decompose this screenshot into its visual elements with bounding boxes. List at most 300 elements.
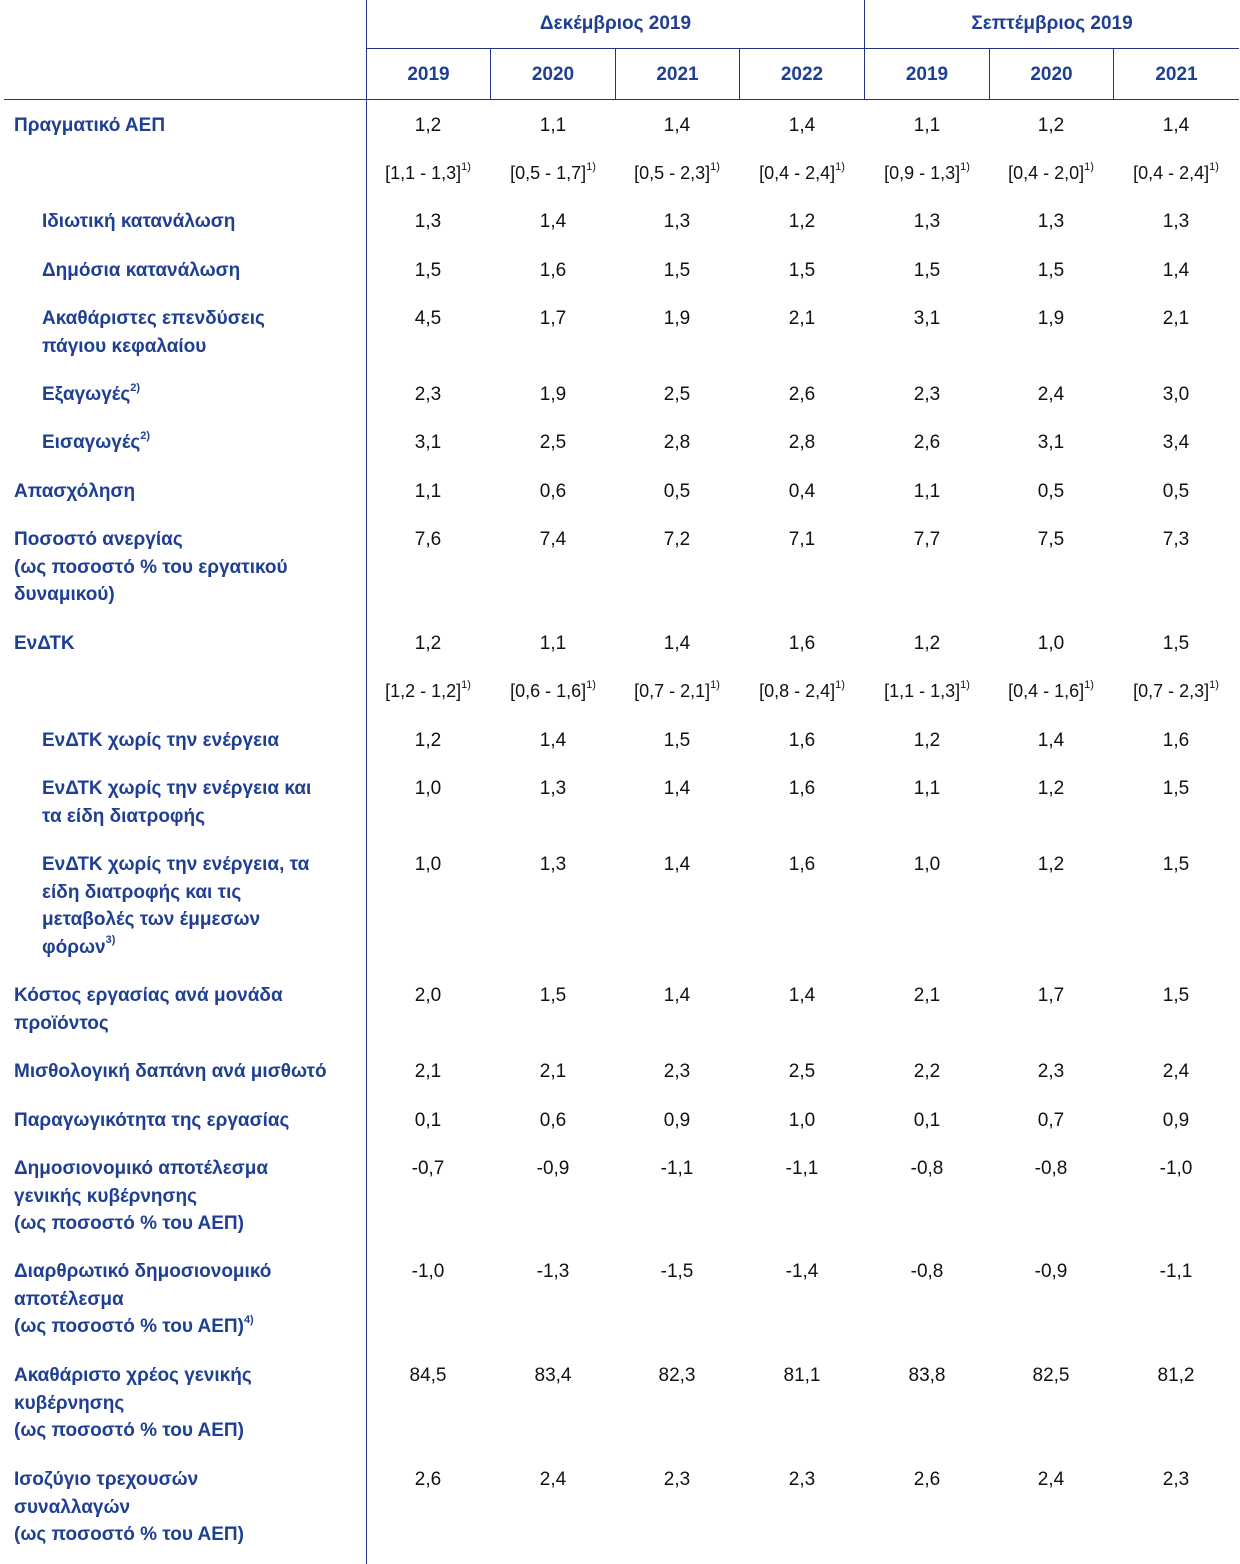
cell-value: [0,5 - 1,7] — [510, 163, 587, 183]
cell-value: 0,4 — [788, 481, 816, 502]
footnote-marker: 2) — [140, 429, 151, 442]
value-cell — [865, 429, 989, 457]
row-label — [14, 1362, 252, 1445]
value-cell — [865, 851, 989, 879]
value-cell — [740, 526, 864, 554]
footnote-marker: 1) — [835, 679, 845, 691]
value-cell — [366, 727, 490, 755]
value-cell — [491, 727, 615, 755]
row-label — [14, 982, 283, 1037]
cell-value: 0,9 — [663, 1110, 691, 1131]
value-cell — [366, 1058, 490, 1086]
cell-value: 1,0 — [913, 854, 941, 875]
value-cell — [865, 630, 989, 658]
value-cell — [366, 630, 490, 658]
value-cell — [491, 526, 615, 554]
value-cell — [1114, 775, 1238, 803]
year-header: 2020 — [1030, 64, 1073, 85]
row-label — [42, 851, 309, 961]
cell-value: 81,1 — [783, 1365, 821, 1386]
cell-value: 1,4 — [1037, 730, 1065, 751]
cell-value: 2,4 — [1037, 1469, 1065, 1490]
value-cell — [865, 1466, 989, 1494]
cell-value: 84,5 — [409, 1365, 447, 1386]
cell-value: 1,4 — [788, 115, 816, 136]
cell-value: [0,8 - 2,4] — [759, 681, 836, 701]
value-cell — [1114, 112, 1238, 140]
value-cell — [740, 630, 864, 658]
range-cell — [989, 160, 1113, 188]
row-label-text: Κόστος εργασίας ανά μονάδα προϊόντος — [14, 985, 283, 1034]
value-cell — [615, 630, 739, 658]
cell-value: 3,1 — [913, 308, 941, 329]
cell-value: -0,8 — [910, 1158, 944, 1179]
year-header: 2021 — [656, 64, 699, 85]
value-cell — [1114, 526, 1238, 554]
range-cell — [366, 678, 490, 706]
value-cell — [491, 1155, 615, 1183]
cell-value: 2,2 — [913, 1061, 941, 1082]
value-cell — [989, 257, 1113, 285]
value-cell — [1114, 982, 1238, 1010]
row-label-text: Ισοζύγιο τρεχουσών συναλλαγών (ως ποσοστό % του ΑΕΠ) — [14, 1469, 244, 1545]
footnote-marker: 1) — [1084, 161, 1094, 173]
cell-value: 2,5 — [663, 384, 691, 405]
value-cell — [615, 208, 739, 236]
row-label-text: ΕνΔΤΚ χωρίς την ενέργεια — [42, 730, 280, 751]
cell-value: 2,3 — [1037, 1061, 1065, 1082]
row-label-text: Εξαγωγές — [42, 384, 131, 405]
value-cell — [989, 851, 1113, 879]
cell-value: 7,5 — [1037, 529, 1065, 550]
row-label-text: Απασχόληση — [14, 481, 136, 502]
row-label-text: Εισαγωγές — [42, 432, 141, 453]
value-cell — [366, 257, 490, 285]
cell-value: 1,5 — [913, 260, 941, 281]
value-cell — [366, 478, 490, 506]
row-label — [14, 526, 288, 609]
cell-value: 1,7 — [539, 308, 567, 329]
cell-value: 2,1 — [788, 308, 816, 329]
cell-value: 0,6 — [539, 481, 567, 502]
cell-value: 2,6 — [414, 1469, 442, 1490]
value-cell — [366, 526, 490, 554]
footnote-marker: 1) — [1209, 679, 1219, 691]
cell-value: 1,9 — [1037, 308, 1065, 329]
cell-value: 1,2 — [1037, 778, 1065, 799]
value-cell — [865, 1058, 989, 1086]
value-cell — [1114, 1107, 1238, 1135]
cell-value: 1,9 — [539, 384, 567, 405]
footnote-marker: 4) — [243, 1313, 254, 1326]
footnote-marker: 1) — [1084, 679, 1094, 691]
row-label — [14, 1258, 271, 1341]
row-label-text: Ιδιωτική κατανάλωση — [42, 211, 236, 232]
value-cell — [491, 381, 615, 409]
cell-value: 2,3 — [1162, 1469, 1190, 1490]
cell-value: [0,4 - 2,4] — [1133, 163, 1210, 183]
value-cell — [491, 1058, 615, 1086]
row-label — [42, 381, 140, 409]
value-cell — [989, 1155, 1113, 1183]
cell-value: 2,5 — [788, 1061, 816, 1082]
value-cell — [740, 1362, 864, 1390]
cell-value: -0,7 — [411, 1158, 445, 1179]
cell-value: -1,0 — [1159, 1158, 1193, 1179]
value-cell — [366, 112, 490, 140]
value-cell — [989, 1258, 1113, 1286]
value-cell — [989, 1466, 1113, 1494]
cell-value: 0,5 — [663, 481, 691, 502]
value-cell — [740, 381, 864, 409]
cell-value: 2,3 — [663, 1469, 691, 1490]
cell-value: [1,2 - 1,2] — [385, 681, 462, 701]
value-cell — [740, 1058, 864, 1086]
cell-value: 3,0 — [1162, 384, 1190, 405]
footnote-marker: 1) — [960, 679, 970, 691]
cell-value: 1,2 — [1037, 115, 1065, 136]
value-cell — [740, 982, 864, 1010]
cell-value: 1,1 — [913, 778, 941, 799]
cell-value: 1,3 — [1162, 211, 1190, 232]
cell-value: 2,8 — [788, 432, 816, 453]
cell-value: -1,4 — [785, 1261, 819, 1282]
cell-value: 7,2 — [663, 529, 691, 550]
cell-value: [0,7 - 2,1] — [634, 681, 711, 701]
group-header-december-2019: Δεκέμβριος 2019 — [539, 13, 692, 34]
cell-value: 2,3 — [414, 384, 442, 405]
range-cell — [366, 160, 490, 188]
value-cell — [989, 1058, 1113, 1086]
cell-value: 2,6 — [913, 432, 941, 453]
cell-value: 1,5 — [1162, 854, 1190, 875]
year-header: 2021 — [1155, 64, 1198, 85]
row-label-text: ΕνΔΤΚ — [14, 633, 75, 654]
value-cell — [615, 775, 739, 803]
cell-value: [0,7 - 2,3] — [1133, 681, 1210, 701]
row-label — [14, 112, 165, 140]
cell-value: 1,4 — [539, 211, 567, 232]
cell-value: 7,7 — [913, 529, 941, 550]
cell-value: 1,6 — [788, 854, 816, 875]
cell-value: [0,4 - 2,4] — [759, 163, 836, 183]
cell-value: 1,2 — [414, 730, 442, 751]
year-header: 2019 — [905, 64, 949, 85]
value-cell — [1114, 1362, 1238, 1390]
row-label-text: Ακαθάριστες επενδύσεις πάγιου κεφαλαίου — [42, 308, 265, 357]
footnote-marker: 1) — [586, 679, 596, 691]
value-cell — [366, 1466, 490, 1494]
cell-value: 2,5 — [539, 432, 567, 453]
value-cell — [491, 257, 615, 285]
cell-value: -0,8 — [910, 1261, 944, 1282]
cell-value: 4,5 — [414, 308, 442, 329]
cell-value: 2,1 — [913, 985, 941, 1006]
cell-value: 1,2 — [788, 211, 816, 232]
year-header: 2019 — [407, 64, 450, 85]
cell-value: 83,4 — [534, 1365, 572, 1386]
cell-value: -1,3 — [536, 1261, 570, 1282]
value-cell — [989, 1362, 1113, 1390]
range-cell — [740, 678, 864, 706]
cell-value: 0,7 — [1037, 1110, 1065, 1131]
value-cell — [989, 112, 1113, 140]
cell-value: -1,5 — [660, 1261, 694, 1282]
cell-value: 1,2 — [414, 115, 442, 136]
cell-value: 3,1 — [1037, 432, 1065, 453]
range-cell — [989, 678, 1113, 706]
value-cell — [1114, 381, 1238, 409]
value-cell — [615, 1058, 739, 1086]
cell-value: [0,4 - 1,6] — [1008, 681, 1085, 701]
value-cell — [1114, 478, 1238, 506]
value-cell — [366, 982, 490, 1010]
value-cell — [491, 1466, 615, 1494]
value-cell — [1114, 1058, 1238, 1086]
value-cell — [1114, 208, 1238, 236]
value-cell — [865, 526, 989, 554]
cell-value: 1,5 — [663, 730, 691, 751]
cell-value: 0,1 — [913, 1110, 941, 1131]
value-cell — [865, 982, 989, 1010]
cell-value: -1,1 — [785, 1158, 819, 1179]
row-label-text: Ακαθάριστο χρέος γενικής κυβέρνησης (ως ποσοστό % του ΑΕΠ) — [14, 1365, 252, 1441]
value-cell — [740, 257, 864, 285]
cell-value: 0,6 — [539, 1110, 567, 1131]
cell-value: 1,0 — [414, 854, 442, 875]
cell-value: 1,4 — [663, 985, 691, 1006]
cell-value: 2,3 — [663, 1061, 691, 1082]
cell-value: [0,4 - 2,0] — [1008, 163, 1085, 183]
cell-value: -1,1 — [660, 1158, 694, 1179]
range-cell — [1114, 160, 1238, 188]
row-label-text: Ποσοστό ανεργίας (ως ποσοστό % του εργατικού δυναμικού) — [14, 529, 288, 605]
value-cell — [865, 305, 989, 333]
footnote-marker: 2) — [130, 381, 140, 394]
cell-value: 1,6 — [788, 778, 816, 799]
value-cell — [989, 727, 1113, 755]
range-cell — [615, 160, 739, 188]
cell-value: 1,1 — [913, 115, 941, 136]
value-cell — [989, 208, 1113, 236]
cell-value: 2,1 — [539, 1061, 567, 1082]
cell-value: 83,8 — [908, 1365, 946, 1386]
row-label-text: Διαρθρωτικό δημοσιονομικό αποτέλεσμα (ως ποσοστό % του ΑΕΠ) — [14, 1261, 272, 1337]
cell-value: 1,2 — [913, 730, 941, 751]
value-cell — [615, 526, 739, 554]
value-cell — [1114, 727, 1238, 755]
value-cell — [989, 526, 1113, 554]
value-cell — [865, 727, 989, 755]
cell-value: 2,3 — [913, 384, 941, 405]
cell-value: 1,1 — [539, 115, 567, 136]
row-label — [42, 429, 150, 457]
cell-value: 1,7 — [1037, 985, 1065, 1006]
cell-value: 7,6 — [414, 529, 442, 550]
range-cell — [491, 160, 615, 188]
range-cell — [491, 678, 615, 706]
cell-value: 82,5 — [1032, 1365, 1070, 1386]
value-cell — [865, 478, 989, 506]
value-cell — [865, 1362, 989, 1390]
value-cell — [615, 478, 739, 506]
cell-value: 2,4 — [1037, 384, 1065, 405]
cell-value: -0,9 — [536, 1158, 570, 1179]
cell-value: 1,6 — [1162, 730, 1190, 751]
cell-value: 2,1 — [1162, 308, 1190, 329]
value-cell — [740, 851, 864, 879]
cell-value: [1,1 - 1,3] — [884, 681, 961, 701]
value-cell — [740, 775, 864, 803]
value-cell — [491, 478, 615, 506]
cell-value: 1,0 — [414, 778, 442, 799]
footnote-marker: 1) — [960, 161, 970, 173]
value-cell — [366, 1155, 490, 1183]
footnote-marker: 1) — [586, 161, 596, 173]
value-cell — [740, 429, 864, 457]
cell-value: -1,1 — [1159, 1261, 1193, 1282]
footnote-marker: 1) — [710, 679, 720, 691]
cell-value: 1,5 — [414, 260, 442, 281]
value-cell — [1114, 305, 1238, 333]
row-label-text: Μισθολογική δαπάνη ανά μισθωτό — [14, 1061, 327, 1082]
cell-value: 1,2 — [913, 633, 941, 654]
value-cell — [366, 381, 490, 409]
cell-value: 2,6 — [913, 1469, 941, 1490]
value-cell — [366, 208, 490, 236]
cell-value: 1,5 — [788, 260, 816, 281]
value-cell — [740, 112, 864, 140]
footnote-marker: 1) — [461, 679, 471, 691]
row-label — [14, 630, 75, 658]
footnote-marker: 3) — [105, 934, 116, 947]
value-cell — [740, 1155, 864, 1183]
value-cell — [1114, 1466, 1238, 1494]
group-underline — [366, 48, 1239, 49]
row-label — [42, 305, 265, 360]
value-cell — [491, 1258, 615, 1286]
cell-value: 1,1 — [539, 633, 567, 654]
cell-value: 1,0 — [788, 1110, 816, 1131]
value-cell — [740, 727, 864, 755]
value-cell — [491, 208, 615, 236]
value-cell — [1114, 257, 1238, 285]
row-label-text: Παραγωγικότητα της εργασίας — [14, 1110, 290, 1131]
value-cell — [989, 775, 1113, 803]
value-cell — [615, 429, 739, 457]
cell-value: [0,5 - 2,3] — [634, 163, 711, 183]
cell-value: [0,9 - 1,3] — [884, 163, 961, 183]
row-label — [42, 257, 240, 285]
value-cell — [615, 1107, 739, 1135]
row-label — [42, 775, 311, 830]
year-header: 2022 — [780, 64, 824, 85]
value-cell — [865, 381, 989, 409]
value-cell — [491, 429, 615, 457]
cell-value: 1,4 — [663, 778, 691, 799]
cell-value: 7,4 — [539, 529, 567, 550]
value-cell — [865, 1155, 989, 1183]
cell-value: 1,5 — [1162, 985, 1190, 1006]
value-cell — [740, 305, 864, 333]
value-cell — [615, 982, 739, 1010]
value-cell — [366, 1258, 490, 1286]
cell-value: 1,6 — [539, 260, 567, 281]
value-cell — [366, 775, 490, 803]
value-cell — [989, 305, 1113, 333]
value-cell — [740, 1466, 864, 1494]
cell-value: 3,4 — [1162, 432, 1190, 453]
cell-value: 2,4 — [1162, 1061, 1190, 1082]
value-cell — [865, 257, 989, 285]
value-cell — [1114, 1155, 1238, 1183]
row-label-text: ΕνΔΤΚ χωρίς την ενέργεια και τα είδη διατροφής — [42, 778, 312, 827]
value-cell — [740, 208, 864, 236]
cell-value: 1,0 — [1037, 633, 1065, 654]
row-label — [42, 727, 279, 755]
cell-value: 82,3 — [658, 1365, 696, 1386]
cell-value: 1,5 — [539, 985, 567, 1006]
value-cell — [865, 1107, 989, 1135]
value-cell — [865, 208, 989, 236]
range-cell — [865, 678, 989, 706]
cell-value: 1,4 — [663, 633, 691, 654]
cell-value: 1,3 — [414, 211, 442, 232]
value-cell — [615, 1362, 739, 1390]
cell-value: 1,4 — [1162, 260, 1190, 281]
year-header: 2020 — [531, 64, 575, 85]
value-cell — [615, 1258, 739, 1286]
cell-value: 2,1 — [414, 1061, 442, 1082]
cell-value: 1,1 — [414, 481, 442, 502]
cell-value: -1,0 — [411, 1261, 445, 1282]
cell-value: 7,3 — [1162, 529, 1190, 550]
cell-value: 1,3 — [539, 854, 567, 875]
range-cell — [615, 678, 739, 706]
cell-value: 1,6 — [788, 633, 816, 654]
row-label-text: Πραγματικό ΑΕΠ — [14, 115, 166, 136]
cell-value: 0,5 — [1162, 481, 1190, 502]
cell-value: [0,6 - 1,6] — [510, 681, 587, 701]
cell-value: 1,4 — [663, 115, 691, 136]
value-cell — [865, 112, 989, 140]
cell-value: 0,5 — [1037, 481, 1065, 502]
value-cell — [1114, 851, 1238, 879]
footnote-marker: 1) — [1209, 161, 1219, 173]
cell-value: 2,0 — [414, 985, 442, 1006]
value-cell — [366, 429, 490, 457]
cell-value: 1,3 — [1037, 211, 1065, 232]
cell-value: 1,4 — [1162, 115, 1190, 136]
cell-value: 3,1 — [414, 432, 442, 453]
cell-value: 0,9 — [1162, 1110, 1190, 1131]
value-cell — [366, 305, 490, 333]
row-label — [42, 208, 235, 236]
cell-value: 81,2 — [1157, 1365, 1195, 1386]
value-cell — [865, 775, 989, 803]
value-cell — [989, 429, 1113, 457]
cell-value: 1,5 — [663, 260, 691, 281]
row-label — [14, 1466, 244, 1549]
cell-value: 2,3 — [788, 1469, 816, 1490]
value-cell — [1114, 429, 1238, 457]
cell-value: 1,9 — [663, 308, 691, 329]
row-label-text: ΕνΔΤΚ χωρίς την ενέργεια, τα είδη διατροφής και τις μεταβολές των έμμεσων φόρων — [42, 854, 310, 958]
cell-value: -0,9 — [1034, 1261, 1068, 1282]
value-cell — [989, 1107, 1113, 1135]
value-cell — [491, 112, 615, 140]
value-cell — [989, 381, 1113, 409]
